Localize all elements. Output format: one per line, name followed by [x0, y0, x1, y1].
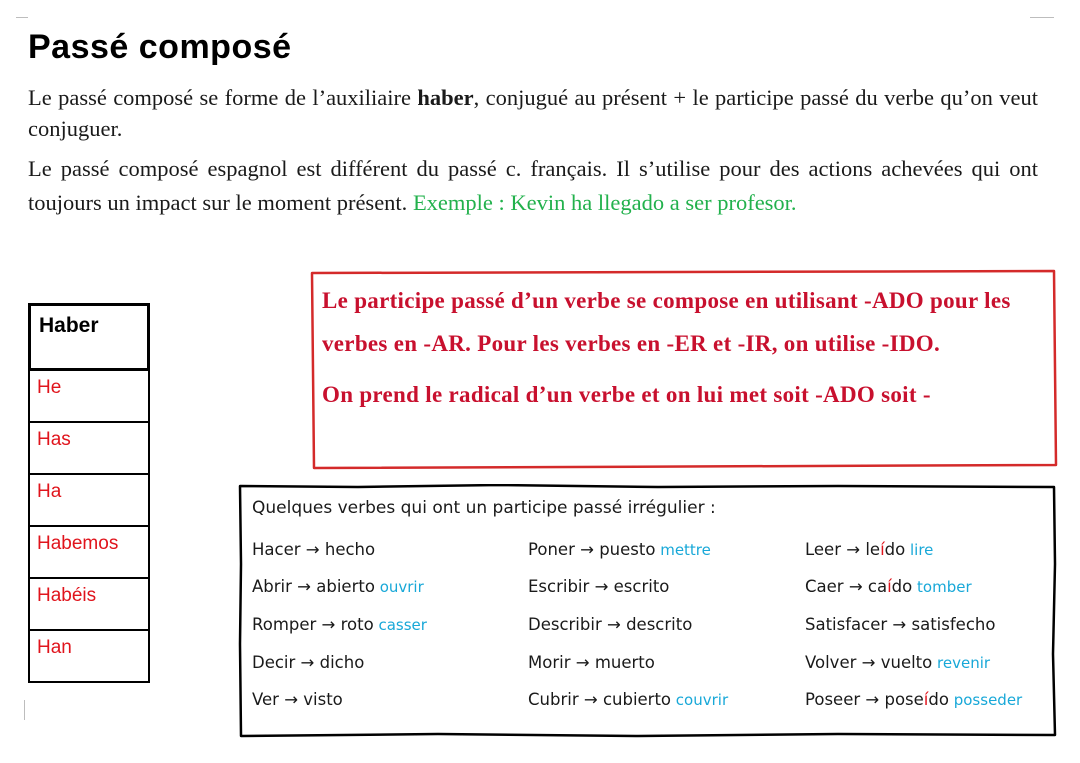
- verb-participle: abierto: [316, 577, 375, 596]
- verb-participle: visto: [303, 690, 343, 709]
- rule-line-1: Le participe passé d’un verbe se compose en utilisant -ADO pour les verbes en -AR. Pour les verbes en -ER et -IR, on utilise -IDO.: [322, 288, 1011, 356]
- verb-entry: [252, 615, 427, 634]
- verb-participle: poseído: [884, 690, 949, 709]
- intro-explanation: Le passé composé espagnol est différent du passé c. français. Il s’utilise pour des actions achevées qui ont toujours un impact sur le moment présent.: [28, 156, 1038, 215]
- verb-entry: [805, 653, 990, 672]
- verb-entry: [528, 690, 728, 709]
- verb-infinitive: Poner: [528, 540, 581, 559]
- haber-form: Habéis: [37, 585, 97, 606]
- verb-infinitive: Leer: [805, 540, 847, 559]
- haber-row: [28, 371, 150, 423]
- french-translation: lire: [905, 541, 934, 559]
- rule-text: [322, 279, 1042, 416]
- haber-form: Ha: [37, 481, 62, 502]
- verb-participle: caído: [867, 577, 913, 596]
- verb-participle: satisfecho: [911, 615, 996, 634]
- verb-entry: [252, 577, 424, 596]
- intro-text-end: , conjugué au présent + le participe passé du verbe qu’on veut conjuguer.: [28, 85, 1038, 141]
- verb-participle: leído: [865, 540, 906, 559]
- verb-entry: [805, 540, 933, 559]
- arrow-icon: →: [606, 615, 627, 634]
- page-title: Passé composé: [28, 28, 292, 66]
- verb-infinitive: Cubrir: [528, 690, 584, 709]
- french-translation: posseder: [948, 691, 1023, 709]
- verb-infinitive: Romper: [252, 615, 322, 634]
- haber-row: [28, 579, 150, 631]
- intro-paragraph-1: [28, 82, 1038, 144]
- verb-participle: descrito: [626, 615, 693, 634]
- french-translation: mettre: [655, 541, 711, 559]
- arrow-icon: →: [848, 577, 868, 596]
- irregular-verbs-title: Quelques verbes qui ont un participe passé irrégulier :: [252, 498, 716, 518]
- verb-participle: muerto: [594, 653, 655, 672]
- verb-infinitive: Volver: [805, 653, 862, 672]
- corner-mark-bottom-left: [24, 700, 25, 720]
- french-translation: casser: [373, 616, 427, 634]
- verb-participle: dicho: [319, 653, 365, 672]
- corner-mark-top-left: [16, 17, 28, 18]
- verb-entry: [805, 615, 995, 634]
- verb-participle: cubierto: [602, 690, 672, 709]
- arrow-icon: →: [583, 690, 603, 709]
- verb-entry: [252, 540, 375, 559]
- haber-table-header: [28, 303, 150, 371]
- verb-entry: [252, 690, 343, 709]
- haber-form: Habemos: [37, 533, 119, 554]
- arrow-icon: →: [861, 653, 881, 672]
- haber-row: [28, 475, 150, 527]
- french-translation: ouvrir: [374, 578, 424, 596]
- verb-infinitive: Abrir: [252, 577, 298, 596]
- arrow-icon: →: [594, 577, 614, 596]
- accent-letter: í: [887, 577, 892, 596]
- arrow-icon: →: [865, 690, 885, 709]
- verb-infinitive: Satisfacer: [805, 615, 893, 634]
- intro-paragraph-2: [28, 152, 1038, 220]
- verb-infinitive: Caer: [805, 577, 849, 596]
- verb-participle: hecho: [324, 540, 376, 559]
- haber-form: He: [37, 377, 62, 398]
- verb-entry: [528, 577, 669, 596]
- verb-entry: [528, 540, 711, 559]
- verb-entry: [252, 653, 364, 672]
- french-translation: couvrir: [671, 691, 729, 709]
- verb-infinitive: Decir: [252, 653, 301, 672]
- arrow-icon: →: [580, 540, 600, 559]
- arrow-icon: →: [575, 653, 595, 672]
- verb-infinitive: Hacer: [252, 540, 306, 559]
- haber-row: [28, 631, 150, 683]
- haber-row: [28, 423, 150, 475]
- verb-participle: vuelto: [880, 653, 933, 672]
- intro-bold-haber: haber: [417, 85, 474, 110]
- verb-participle: roto: [340, 615, 374, 634]
- verb-infinitive: Describir: [528, 615, 607, 634]
- arrow-icon: →: [297, 577, 317, 596]
- haber-row: [28, 527, 150, 579]
- accent-letter: í: [880, 540, 885, 559]
- irregular-verbs-box: [238, 484, 1058, 738]
- rule-line-2: On prend le radical d’un verbe et on lui met soit -ADO soit -: [322, 382, 931, 407]
- intro-text: Le passé composé se forme de l’auxiliaire: [28, 85, 418, 110]
- verb-participle: escrito: [613, 577, 670, 596]
- haber-header-label: Haber: [39, 314, 99, 337]
- accent-letter: í: [923, 690, 929, 709]
- french-translation: tomber: [912, 578, 972, 596]
- arrow-icon: →: [305, 540, 325, 559]
- verb-infinitive: Morir: [528, 653, 576, 672]
- french-translation: revenir: [932, 654, 991, 672]
- verb-infinitive: Poseer: [805, 690, 866, 709]
- verb-infinitive: Escribir: [528, 577, 595, 596]
- verb-infinitive: Ver: [252, 690, 285, 709]
- arrow-icon: →: [892, 615, 912, 634]
- corner-mark-top-right: [1030, 17, 1054, 18]
- verb-entry: [528, 653, 655, 672]
- arrow-icon: →: [321, 615, 341, 634]
- arrow-icon: →: [846, 540, 866, 559]
- verb-entry: [805, 690, 1022, 709]
- rule-box: [306, 269, 1056, 469]
- verb-entry: [528, 615, 692, 634]
- verb-participle: puesto: [599, 540, 656, 559]
- haber-form: Han: [37, 637, 72, 658]
- example-sentence: Exemple : Kevin ha llegado a ser profesor.: [412, 190, 797, 215]
- verb-entry: [805, 577, 972, 596]
- haber-form: Has: [37, 429, 71, 450]
- arrow-icon: →: [300, 653, 320, 672]
- arrow-icon: →: [284, 690, 304, 709]
